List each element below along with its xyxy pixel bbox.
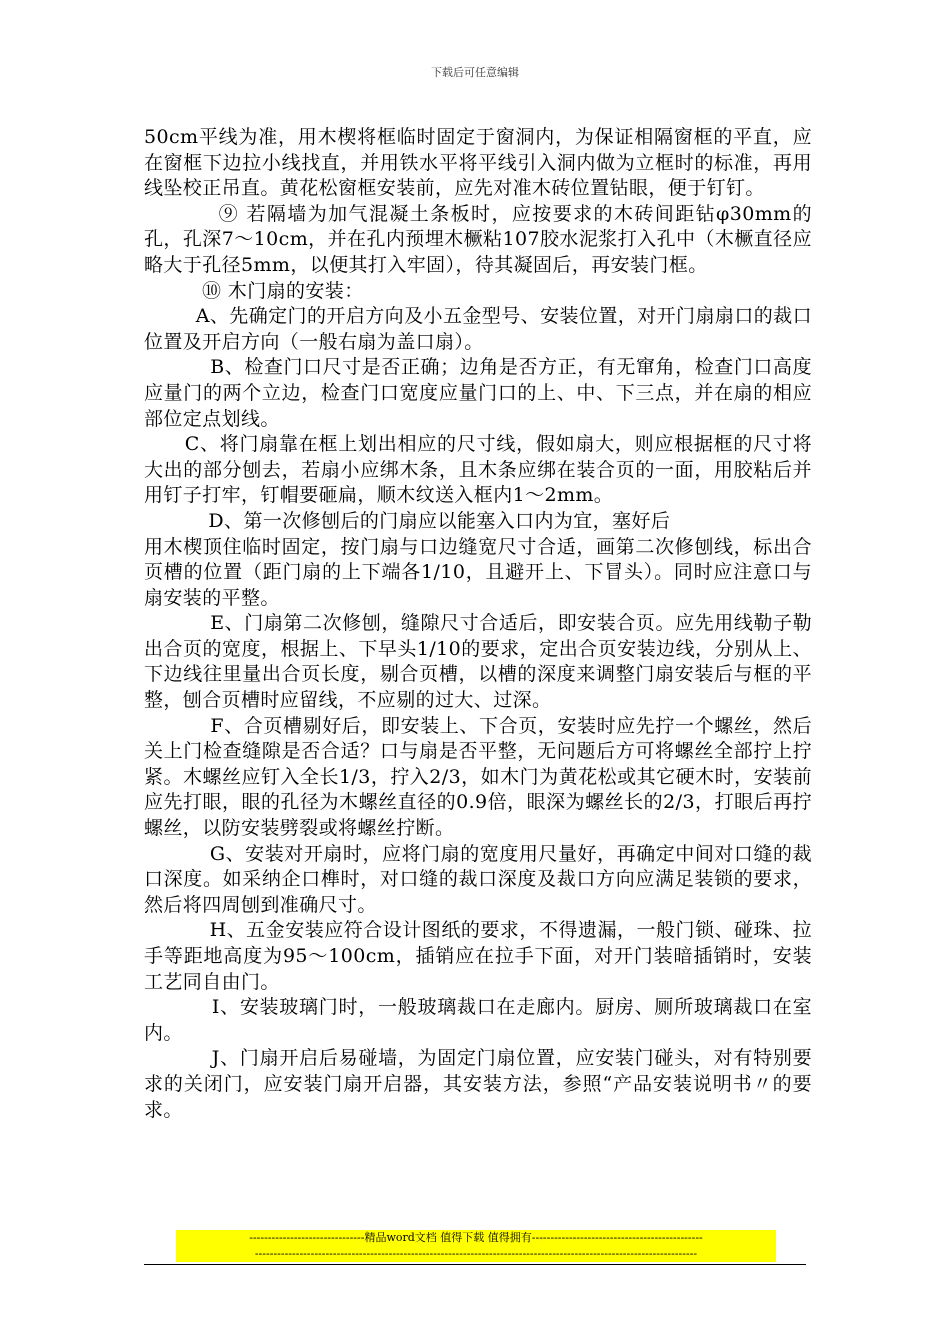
paragraph-frame-fixing: 50cm平线为准，用木楔将框临时固定于窗洞内，为保证相隔窗框的平直，应在窗框下边拉小线找直，并用铁水平将平线引入洞内做为立框时的标准，再用线坠校正吊直。黄花松窗框安装前，应先对准木砖位置钻眼，便于钉钉。 bbox=[144, 126, 812, 200]
footer-divider bbox=[144, 1264, 806, 1265]
footer-banner-line-1: -------------------------------精品word文档 值得下载 值得拥有---------------------------------------------- bbox=[249, 1231, 703, 1244]
paragraph-step-f: F、合页槽剔好后，即安装上、下合页，安装时应先拧一个螺丝，然后关上门检查缝隙是否合适？口与扇是否平整，无问题后方可将螺丝全部拧上拧紧。木螺丝应钉入全长1/3，拧入2/3，如木门为黄花松或其它硬木时，安装前应先打眼，眼的孔径为木螺丝直径的0.9倍，眼深为螺丝长的2/3，打眼后再拧螺丝，以防安装劈裂或将螺丝拧断。 bbox=[144, 714, 812, 840]
document-body bbox=[144, 125, 812, 1123]
paragraph-step-i: I、安装玻璃门时，一般玻璃裁口在走廊内。厨房、厕所玻璃裁口在室内。 bbox=[144, 996, 812, 1044]
paragraph-step-g: G、安装对开扇时，应将门扇的宽度用尺量好，再确定中间对口缝的裁口深度。如采纳企口榫时，对口缝的裁口深度及裁口方向应满足装锁的要求，然后将四周刨到准确尺寸。 bbox=[144, 842, 812, 916]
footer-banner bbox=[176, 1230, 776, 1262]
paragraph-step-c: C、将门扇靠在框上划出相应的尺寸线，假如扇大，则应根据框的尺寸将大出的部分刨去，若扇小应绑木条，且木条应绑在装合页的一面，用胶粘后并用钉子打牢，钉帽要砸扁，顺木纹送入框内1～2mm。 bbox=[144, 433, 812, 507]
paragraph-step-e: E、门扇第二次修刨，缝隙尺寸合适后，即安装合页。应先用线勒子勒出合页的宽度，根据上、下早头1/10的要求，定出合页安装边线，分别从上、下边线往里量出合页长度，剔合页槽，以槽的深度来调整门扇安装后与框的平整，刨合页槽时应留线，不应剔的过大、过深。 bbox=[144, 612, 812, 712]
paragraph-step-b: B、检查门口尺寸是否正确；边角是否方正，有无窜角，检查门口高度应量门的两个立边，检查门口宽度应量门口的上、中、下三点，并在扇的相应部位定点划线。 bbox=[144, 356, 812, 430]
paragraph-item-9: ⑨ 若隔墙为加气混凝土条板时，应按要求的木砖间距钻φ30mm的孔，孔深7～10cm，并在孔内预埋木橛粘107胶水泥浆打入孔中（木橛直径应略大于孔径5mm，以便其打入牢固），待其凝固后，再安装门框。 bbox=[144, 202, 812, 276]
paragraph-step-d: D、第一次修刨后的门扇应以能塞入口内为宜，塞好后 用木楔顶住临时固定，按门扇与口边缝宽尺寸合适，画第二次修刨线，标出合页槽的位置（距门扇的上下端各1/10，且避开上、下冒头）。同时应注意口与扇安装的平整。 bbox=[144, 509, 812, 609]
paragraph-step-h: H、五金安装应符合设计图纸的要求，不得遗漏，一般门锁、碰珠、拉手等距地高度为95～100cm，插销应在拉手下面，对开门装暗插销时，安装工艺同自由门。 bbox=[144, 919, 812, 993]
footer-banner-line-2: ----------------------------------------------------------------------------------------------------------------------- bbox=[254, 1247, 698, 1260]
paragraph-item-10-heading: ⑩ 木门扇的安装： bbox=[144, 279, 364, 302]
paragraph-step-a: A、先确定门的开启方向及小五金型号、安装位置，对开门扇扇口的裁口位置及开启方向（一般右扇为盖口扇）。 bbox=[144, 305, 812, 353]
page-header: 下载后可任意编辑 bbox=[431, 66, 519, 79]
paragraph-step-j: J、门扇开启后易碰墙，为固定门扇位置，应安装门碰头，对有特别要求的关闭门，应安装门扇开启器，其安装方法，参照“产品安装说明书〃的要求。 bbox=[144, 1047, 812, 1121]
